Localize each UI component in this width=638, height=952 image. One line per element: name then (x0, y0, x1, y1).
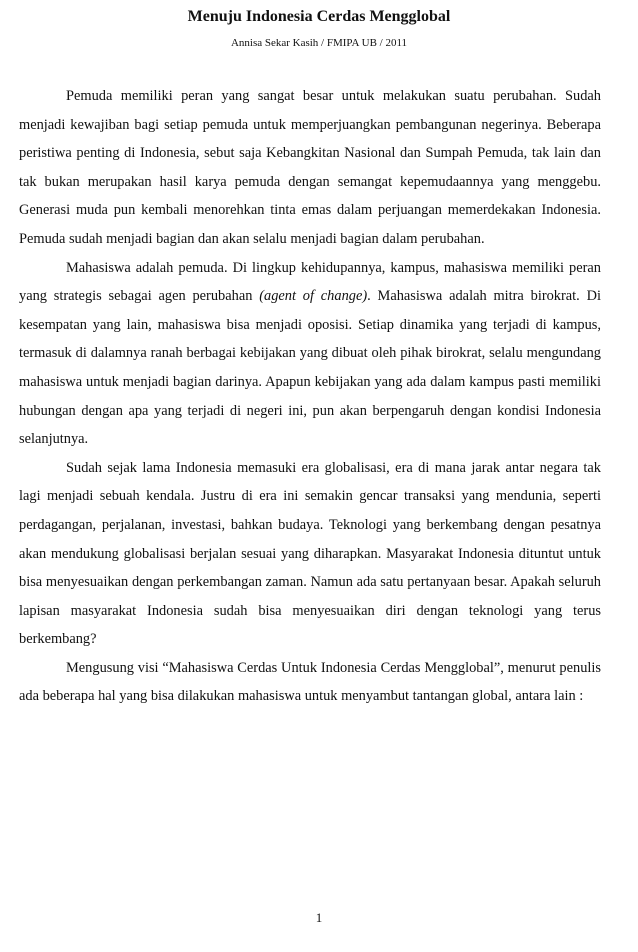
paragraph-4: Mengusung visi “Mahasiswa Cerdas Untuk Indonesia Cerdas Mengglobal”, menurut penulis ada beberapa hal yang bisa dilakukan mahasiswa untuk menyambut tantangan global, antara lain : (19, 659, 601, 705)
paragraph-3: Sudah sejak lama Indonesia memasuki era globalisasi, era di mana jarak antar negara tak lagi menjadi sebuah kendala. Justru di era ini semakin gencar transaksi yang mendunia, seperti perdagangan, perjalanan, investasi, bahkan budaya. Teknologi yang berkembang dengan pesatnya akan mendukung globalisasi berjalan sesuai yang diharapkan. Masyarakat Indonesia dituntut untuk bisa menyesuaikan dengan perkembangan zaman. Namun ada satu pertanyaan besar. Apakah seluruh lapisan masyarakat Indonesia sudah bisa menyesuaikan diri dengan teknologi yang terus berkembang? (19, 459, 601, 648)
paragraph-1: Pemuda memiliki peran yang sangat besar untuk melakukan suatu perubahan. Sudah menjadi kewajiban bagi setiap pemuda untuk memperjuangkan pembangunan negerinya. Beberapa peristiwa penting di Indonesia, sebut saja Kebangkitan Nasional dan Sumpah Pemuda, tak lain dan tak bukan merupakan hasil karya pemuda dengan semangat kepemudaannya yang menggebu. Generasi muda pun kembali menorehkan tinta emas dalam perjuangan memerdekakan Indonesia. Pemuda sudah menjadi bagian dan akan selalu menjadi bagian dalam perubahan. (19, 88, 601, 247)
document-body (19, 82, 601, 711)
paragraph-2 (19, 254, 601, 454)
author-byline: Annisa Sekar Kasih / FMIPA UB / 2011 (230, 37, 408, 49)
page-number: 1 (315, 910, 323, 925)
document-title: Menuju Indonesia Cerdas Mengglobal (187, 8, 451, 25)
paragraph-2-text-before: Mahasiswa adalah pemuda. Di lingkup kehidupannya, kampus, mahasiswa memiliki peran yang strategis sebagai agen perubahan (19, 259, 601, 305)
paragraph-2-text-after: . Mahasiswa adalah mitra birokrat. Di kesempatan yang lain, mahasiswa bisa menjadi oposisi. Setiap dinamika yang terjadi di kampus, termasuk di dalamnya ranah berbagai kebijakan yang dibuat oleh pihak birokrat, selalu mengundang mahasiswa untuk menjadi bagian darinya. Apapun kebijakan yang ada dalam kampus pasti memiliki hubungan dengan apa yang terjadi di negeri ini, pun akan berpengaruh dengan kondisi Indonesia selanjutnya. (19, 288, 601, 448)
paragraph-2-italic-phrase: (agent of change) (259, 288, 368, 305)
